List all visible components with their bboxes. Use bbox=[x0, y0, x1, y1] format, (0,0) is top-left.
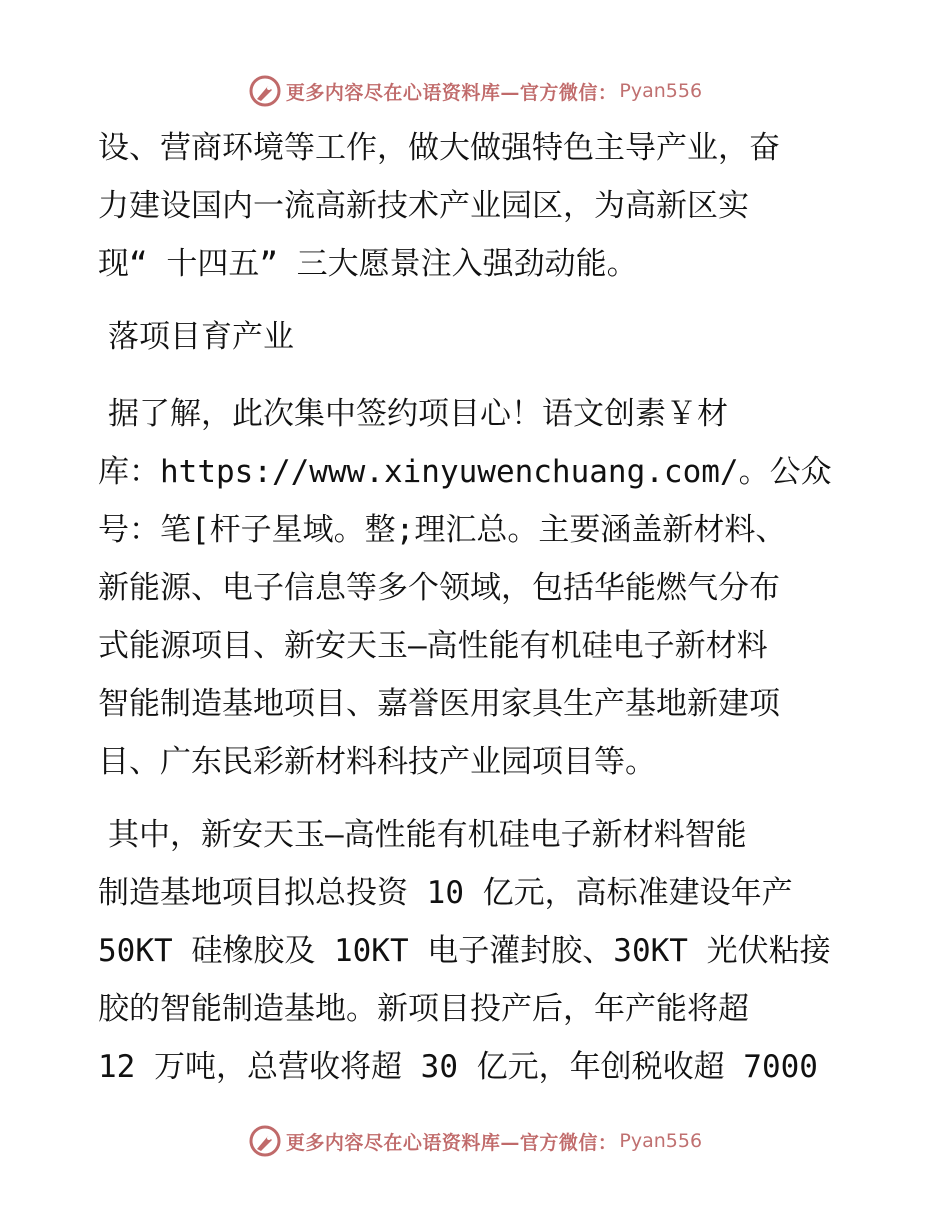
text-line: 号：笔[杆子星域。整;理汇总。主要涵盖新材料、 bbox=[98, 512, 787, 548]
footer-banner bbox=[0, 1121, 950, 1161]
pen-nib-logo-icon bbox=[248, 74, 282, 108]
text-line: 新能源、电子信息等多个领域，包括华能燃气分布 bbox=[98, 570, 780, 606]
text-line: 胶的智能制造基地。新项目投产后，年产能将超 bbox=[98, 991, 749, 1027]
banner-text: 更多内容尽在心语资料库—官方微信： bbox=[285, 1131, 618, 1154]
text-line: 设、营商环境等工作，做大做强特色主导产业，奋 bbox=[98, 130, 780, 166]
pen-nib-logo-icon bbox=[248, 1124, 282, 1158]
text-line: 力建设国内一流高新技术产业园区，为高新区实 bbox=[98, 188, 749, 224]
text-line: 制造基地项目拟总投资 10 亿元，高标准建设年产 bbox=[98, 875, 793, 911]
text-line: 式能源项目、新安天玉—高性能有机硅电子新材料 bbox=[98, 628, 768, 664]
banner-wechat-id: Pyan556 bbox=[619, 1130, 703, 1152]
header-banner bbox=[0, 71, 950, 111]
text-line: 库：https://www.xinyuwenchuang.com/。公众 bbox=[98, 454, 832, 490]
text-line: 50KT 硅橡胶及 10KT 电子灌封胶、30KT 光伏粘接 bbox=[98, 933, 831, 969]
text-line: 其中，新安天玉—高性能有机硅电子新材料智能 bbox=[108, 817, 747, 853]
text-line: 据了解，此次集中签约项目心！语文创素￥材 bbox=[108, 396, 728, 432]
text-line: 现“ 十四五” 三大愿景注入强劲动能。 bbox=[98, 246, 638, 282]
section-heading: 落项目育产业 bbox=[108, 319, 294, 355]
text-line: 智能制造基地项目、嘉誉医用家具生产基地新建项 bbox=[98, 686, 780, 722]
banner-wechat-id: Pyan556 bbox=[619, 80, 703, 102]
text-line: 12 万吨，总营收将超 30 亿元，年创税收超 7000 bbox=[98, 1049, 818, 1085]
banner-text: 更多内容尽在心语资料库—官方微信： bbox=[285, 81, 618, 104]
text-line: 目、广东民彩新材料科技产业园项目等。 bbox=[98, 744, 656, 780]
